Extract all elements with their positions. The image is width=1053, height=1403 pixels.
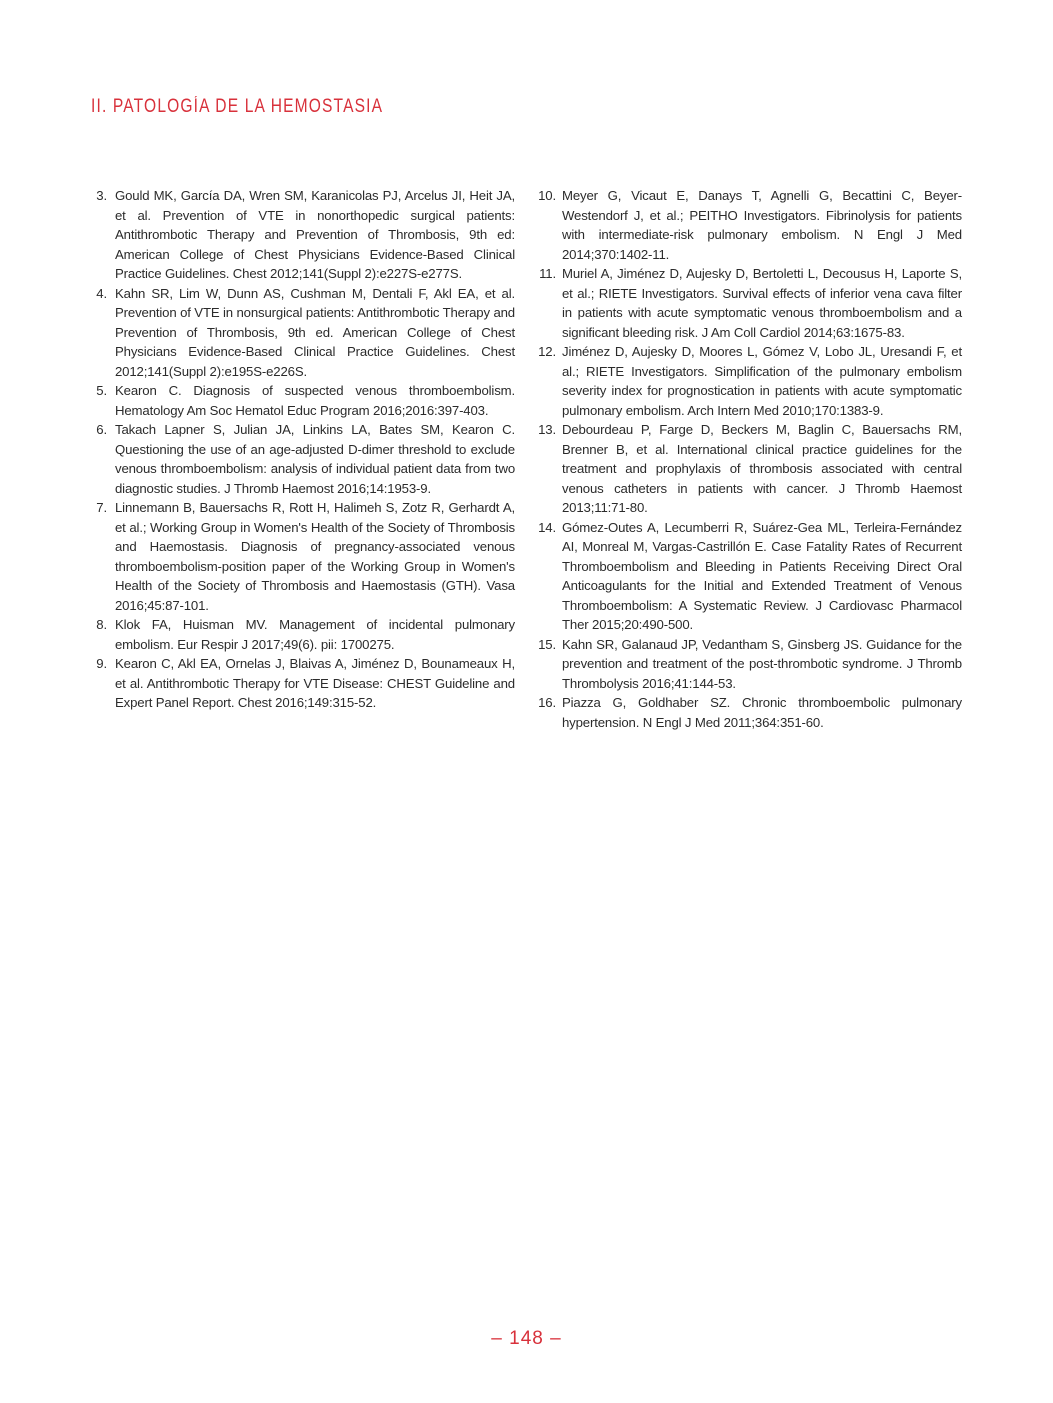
reference-number: 8. xyxy=(96,617,107,632)
reference-item xyxy=(538,186,962,264)
reference-number: 13. xyxy=(538,422,556,437)
reference-item xyxy=(91,498,515,615)
chapter-title: II. PATOLOGÍA DE LA HEMOSTASIA xyxy=(91,96,384,117)
reference-text: Takach Lapner S, Julian JA, Linkins LA, Bates SM, Kearon C. Questioning the use of an age-adjusted D-dimer threshold to exclude venous thromboembolism: analysis of individual patient data from two diagnostic studies. J Thromb Haemost 2016;14:1953-9. xyxy=(115,422,515,496)
reference-text: Kearon C. Diagnosis of suspected venous thromboembolism. Hematology Am Soc Hematol Educ Program 2016;2016:397-403. xyxy=(115,383,515,418)
reference-number: 4. xyxy=(96,285,107,301)
reference-text: Linnemann B, Bauersachs R, Rott H, Halimeh S, Zotz R, Gerhardt A, et al.; Working Group in Women's Health of the Society of Thrombosis and Haemostasis. Diagnosis of pregnancy-associated venous thromboembolism-position paper of the Working Group in Women's Health of the Society of Thrombosis and Haemostasis (GTH). Vasa 2016;45:87-101. xyxy=(115,500,515,613)
reference-number: 16. xyxy=(538,695,556,710)
reference-number: 5. xyxy=(96,383,107,398)
reference-item xyxy=(91,615,515,654)
reference-number: 9. xyxy=(96,656,107,671)
reference-item xyxy=(538,342,962,420)
reference-number: 12. xyxy=(538,344,556,359)
reference-text: Kahn SR, Galanaud JP, Vedantham S, Ginsberg JS. Guidance for the prevention and treatment of the post-thrombotic syndrome. J Thromb Thrombolysis 2016;41:144-53. xyxy=(562,636,962,691)
reference-number: 6. xyxy=(96,422,107,437)
reference-text: Gómez-Outes A, Lecumberri R, Suárez-Gea ML, Terleira-Fernández AI, Monreal M, Vargas-Castrillón E. Case Fatality Rates of Recurrent Thromboembolism and Bleeding in Patients Receiving Direct Oral Anticoagulants for the Initial and Extended Treatment of Venous Thromboembolism: A Systematic Review. J Cardiovasc Pharmacol Ther 2015;20:490-500. xyxy=(562,519,962,632)
reference-item xyxy=(91,420,515,498)
reference-item xyxy=(538,264,962,342)
reference-number: 10. xyxy=(538,188,556,203)
reference-list-left-column xyxy=(91,186,515,713)
reference-number: 3. xyxy=(96,188,107,203)
reference-text: Kearon C, Akl EA, Ornelas J, Blaivas A, Jiménez D, Bounameaux H, et al. Antithrombotic Therapy for VTE Disease: CHEST Guideline and Expert Panel Report. Chest 2016;149:315-52. xyxy=(115,656,515,710)
reference-item xyxy=(91,654,515,713)
reference-text: Debourdeau P, Farge D, Beckers M, Baglin C, Bauersachs RM, Brenner B, et al. International clinical practice guidelines for the treatment and prophylaxis of thrombosis associated with central venous catheters in patients with cancer. J Thromb Haemost 2013;11:71-80. xyxy=(562,422,962,515)
reference-item xyxy=(538,420,962,518)
reference-text: Piazza G, Goldhaber SZ. Chronic thromboembolic pulmonary hypertension. N Engl J Med 2011;364:351-60. xyxy=(562,695,962,730)
reference-number: 15. xyxy=(538,636,556,652)
reference-number: 11. xyxy=(539,266,556,281)
reference-text: Jiménez D, Aujesky D, Moores L, Gómez V, Lobo JL, Uresandi F, et al.; RIETE Investigators. Simplification of the pulmonary embolism severity index for prognostication in patients with acute symptomatic pulmonary embolism. Arch Intern Med 2010;170:1383-9. xyxy=(562,344,962,418)
reference-item xyxy=(91,186,515,284)
reference-number: 14. xyxy=(538,519,556,535)
reference-item xyxy=(538,518,962,635)
reference-item xyxy=(538,693,962,732)
reference-item xyxy=(91,284,515,382)
reference-text: Meyer G, Vicaut E, Danays T, Agnelli G, Becattini C, Beyer-Westendorf J, et al.; PEITHO Investigators. Fibrinolysis for patients with intermediate-risk pulmonary embolism. N Engl J Med 2014;370:1402-11. xyxy=(562,188,962,262)
reference-number: 7. xyxy=(96,500,107,515)
reference-item xyxy=(91,381,515,420)
reference-text: Gould MK, García DA, Wren SM, Karanicolas PJ, Arcelus JI, Heit JA, et al. Prevention of VTE in nonorthopedic surgical patients: Antithrombotic Therapy and Prevention of Thrombosis, 9th ed: American College of Chest Physicians Evidence-Based Clinical Practice Guidelines. Chest 2012;141(Suppl 2):e227S-e277S. xyxy=(115,188,515,281)
reference-text: Klok FA, Huisman MV. Management of incidental pulmonary embolism. Eur Respir J 2017;49(6). pii: 1700275. xyxy=(115,617,515,652)
reference-item xyxy=(538,635,962,694)
reference-list-right-column xyxy=(538,186,962,732)
page-number: – 148 – xyxy=(491,1328,562,1349)
reference-text: Kahn SR, Lim W, Dunn AS, Cushman M, Dentali F, Akl EA, et al. Prevention of VTE in nonsurgical patients: Antithrombotic Therapy and Prevention of Thrombosis, 9th ed. American College of Chest Physicians Evidence-Based Clinical Practice Guidelines. Chest 2012;141(Suppl 2):e195S-e226S. xyxy=(115,285,515,379)
reference-text: Muriel A, Jiménez D, Aujesky D, Bertoletti L, Decousus H, Laporte S, et al.; RIETE Investigators. Survival effects of inferior vena cava filter in patients with acute symptomatic venous thromboembolism and a significant bleeding risk. J Am Coll Cardiol 2014;63:1675-83. xyxy=(562,266,962,340)
